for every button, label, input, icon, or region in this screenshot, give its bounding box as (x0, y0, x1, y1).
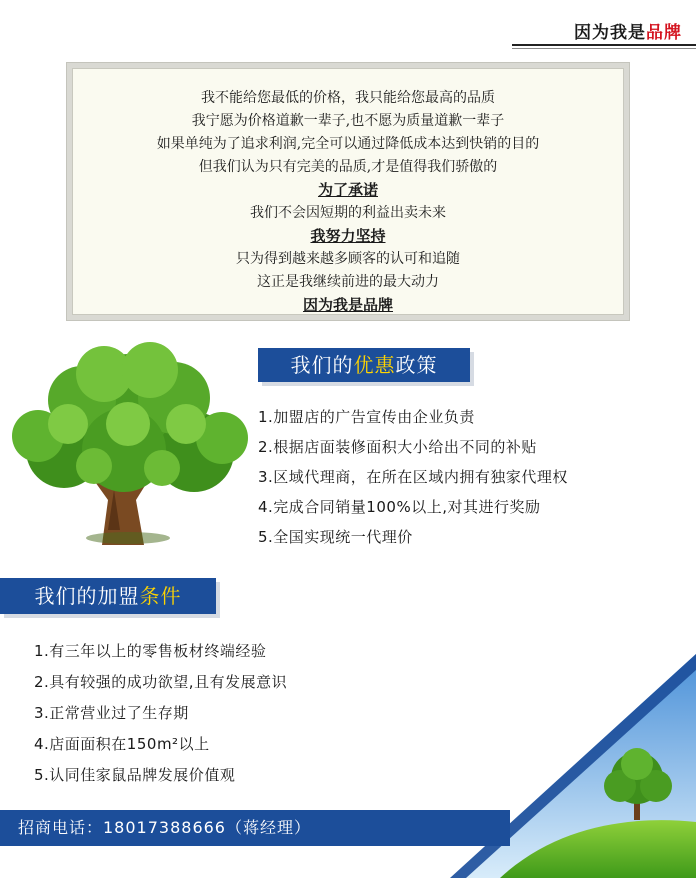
tagline-rule-thin (512, 48, 696, 49)
tree-illustration-icon (4, 340, 252, 545)
motto-line: 这正是我继续前进的最大动力 (257, 274, 439, 290)
motto-lines (73, 87, 623, 317)
policy-item: 3.区域代理商，在所在区域内拥有独家代理权 (258, 468, 568, 486)
policy-banner (258, 348, 470, 382)
condition-item: 4.店面面积在150m²以上 (34, 735, 210, 753)
tagline-prefix: 因为我是 (574, 23, 646, 43)
conditions-title-highlight: 条件 (139, 584, 182, 608)
motto-box (72, 68, 624, 315)
policy-item: 5.全国实现统一代理价 (258, 528, 413, 546)
motto-line: 我不能给您最低的价格，我只能给您最高的品质 (201, 90, 495, 106)
tagline-rule (512, 44, 696, 46)
motto-line: 我们不会因短期的利益出卖未来 (250, 205, 446, 221)
contact-bar: 招商电话：18017388666（蒋经理） (0, 810, 510, 846)
motto-line: 只为得到越来越多顾客的认可和追随 (236, 251, 460, 267)
conditions-banner (0, 578, 216, 614)
motto-line: 我宁愿为价格道歉一辈子,也不愿为质量道歉一辈子 (191, 113, 505, 129)
policy-item: 1.加盟店的广告宣传由企业负责 (258, 408, 475, 426)
policy-title-suffix: 政策 (395, 353, 438, 377)
motto-line: 但我们认为只有完美的品质,才是值得我们骄傲的 (198, 159, 498, 175)
condition-item: 3.正常营业过了生存期 (34, 704, 189, 722)
policy-title-prefix: 我们的 (290, 353, 354, 377)
policy-list (258, 402, 568, 552)
motto-emphasis: 为了承诺 (317, 181, 378, 199)
motto-line: 如果单纯为了追求利润,完全可以通过降低成本达到快销的目的 (156, 136, 540, 152)
conditions-title-prefix: 我们的加盟 (34, 584, 140, 608)
motto-frame (66, 62, 630, 321)
condition-item: 5.认同佳家鼠品牌发展价值观 (34, 766, 236, 784)
condition-item: 1.有三年以上的零售板材终端经验 (34, 642, 267, 660)
policy-item: 4.完成合同销量100%以上,对其进行奖励 (258, 498, 541, 516)
policy-item: 2.根据店面装修面积大小给出不同的补贴 (258, 438, 537, 456)
conditions-list (34, 636, 287, 791)
policy-title-highlight: 优惠 (353, 353, 396, 377)
condition-item: 2.具有较强的成功欲望,且有发展意识 (34, 673, 288, 691)
brand-tagline (574, 18, 682, 43)
motto-emphasis: 我努力坚持 (310, 227, 386, 245)
motto-emphasis: 因为我是品牌 (302, 296, 393, 314)
tagline-highlight: 品牌 (646, 23, 682, 43)
